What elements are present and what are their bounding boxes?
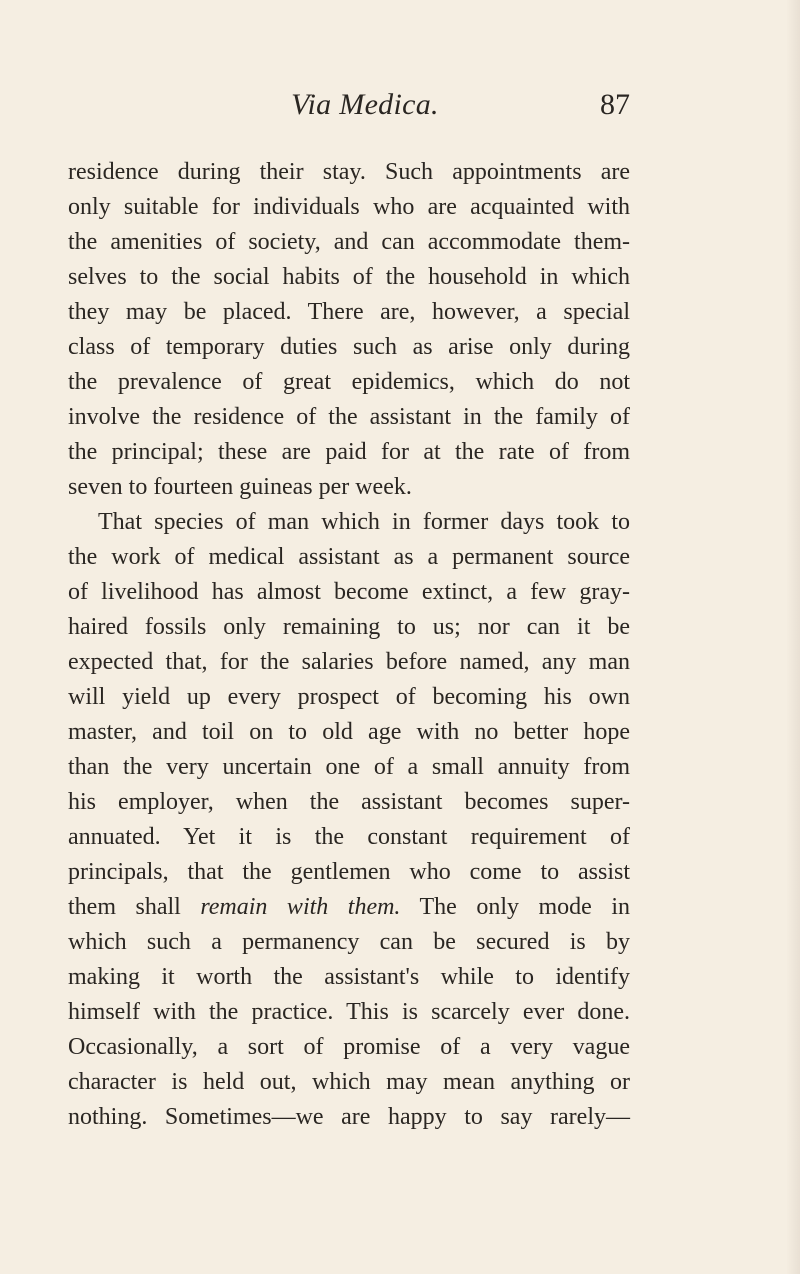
page-edge-shadow: [786, 0, 800, 1274]
page-number: 87: [600, 88, 630, 121]
text-line: character is held out, which may mean anything or: [68, 1069, 630, 1095]
text-line: master, and toil on to old age with no better hope: [68, 719, 630, 745]
text-line: than the very uncertain one of a small annuity from: [68, 754, 630, 780]
text-line: seven to fourteen guineas per week.: [68, 474, 412, 500]
text-line: only suitable for individuals who are acquainted with: [68, 194, 630, 220]
text-segment: them shall: [68, 894, 201, 920]
text-line: residence during their stay. Such appointments are: [68, 159, 630, 185]
paragraph-start-line: That species of man which in former days took to: [98, 509, 630, 535]
text-line: annuated. Yet it is the constant requirement of: [68, 824, 630, 850]
text-line: his employer, when the assistant becomes super-: [68, 789, 630, 815]
text-line-with-italic: [68, 890, 630, 925]
running-head: Via Medica.: [291, 88, 439, 121]
page-header: [100, 88, 630, 128]
text-line: the work of medical assistant as a permanent source: [68, 544, 630, 570]
text-line: himself with the practice. This is scarcely ever done.: [68, 999, 630, 1025]
text-line: the prevalence of great epidemics, which do not: [68, 369, 630, 395]
text-line: the amenities of society, and can accommodate them-: [68, 229, 630, 255]
text-line: involve the residence of the assistant in the family of: [68, 404, 630, 430]
italic-phrase: remain with them.: [200, 894, 401, 920]
text-line: class of temporary duties such as arise only during: [68, 334, 630, 360]
text-line: the principal; these are paid for at the rate of from: [68, 439, 630, 465]
text-line: selves to the social habits of the household in which: [68, 264, 630, 290]
text-line: they may be placed. There are, however, a special: [68, 299, 630, 325]
text-line: haired fossils only remaining to us; nor can it be: [68, 614, 630, 640]
text-line: principals, that the gentlemen who come to assist: [68, 859, 630, 885]
text-line: will yield up every prospect of becoming his own: [68, 684, 630, 710]
text-line: Occasionally, a sort of promise of a very vague: [68, 1034, 630, 1060]
body-text: [68, 155, 630, 1135]
text-line: expected that, for the salaries before named, any man: [68, 649, 630, 675]
text-line: of livelihood has almost become extinct, a few gray-: [68, 579, 630, 605]
text-line: nothing. Sometimes—we are happy to say rarely—: [68, 1104, 630, 1130]
text-segment: The only mode in: [400, 894, 630, 920]
text-line: which such a permanency can be secured is by: [68, 929, 630, 955]
text-line: making it worth the assistant's while to identify: [68, 964, 630, 990]
